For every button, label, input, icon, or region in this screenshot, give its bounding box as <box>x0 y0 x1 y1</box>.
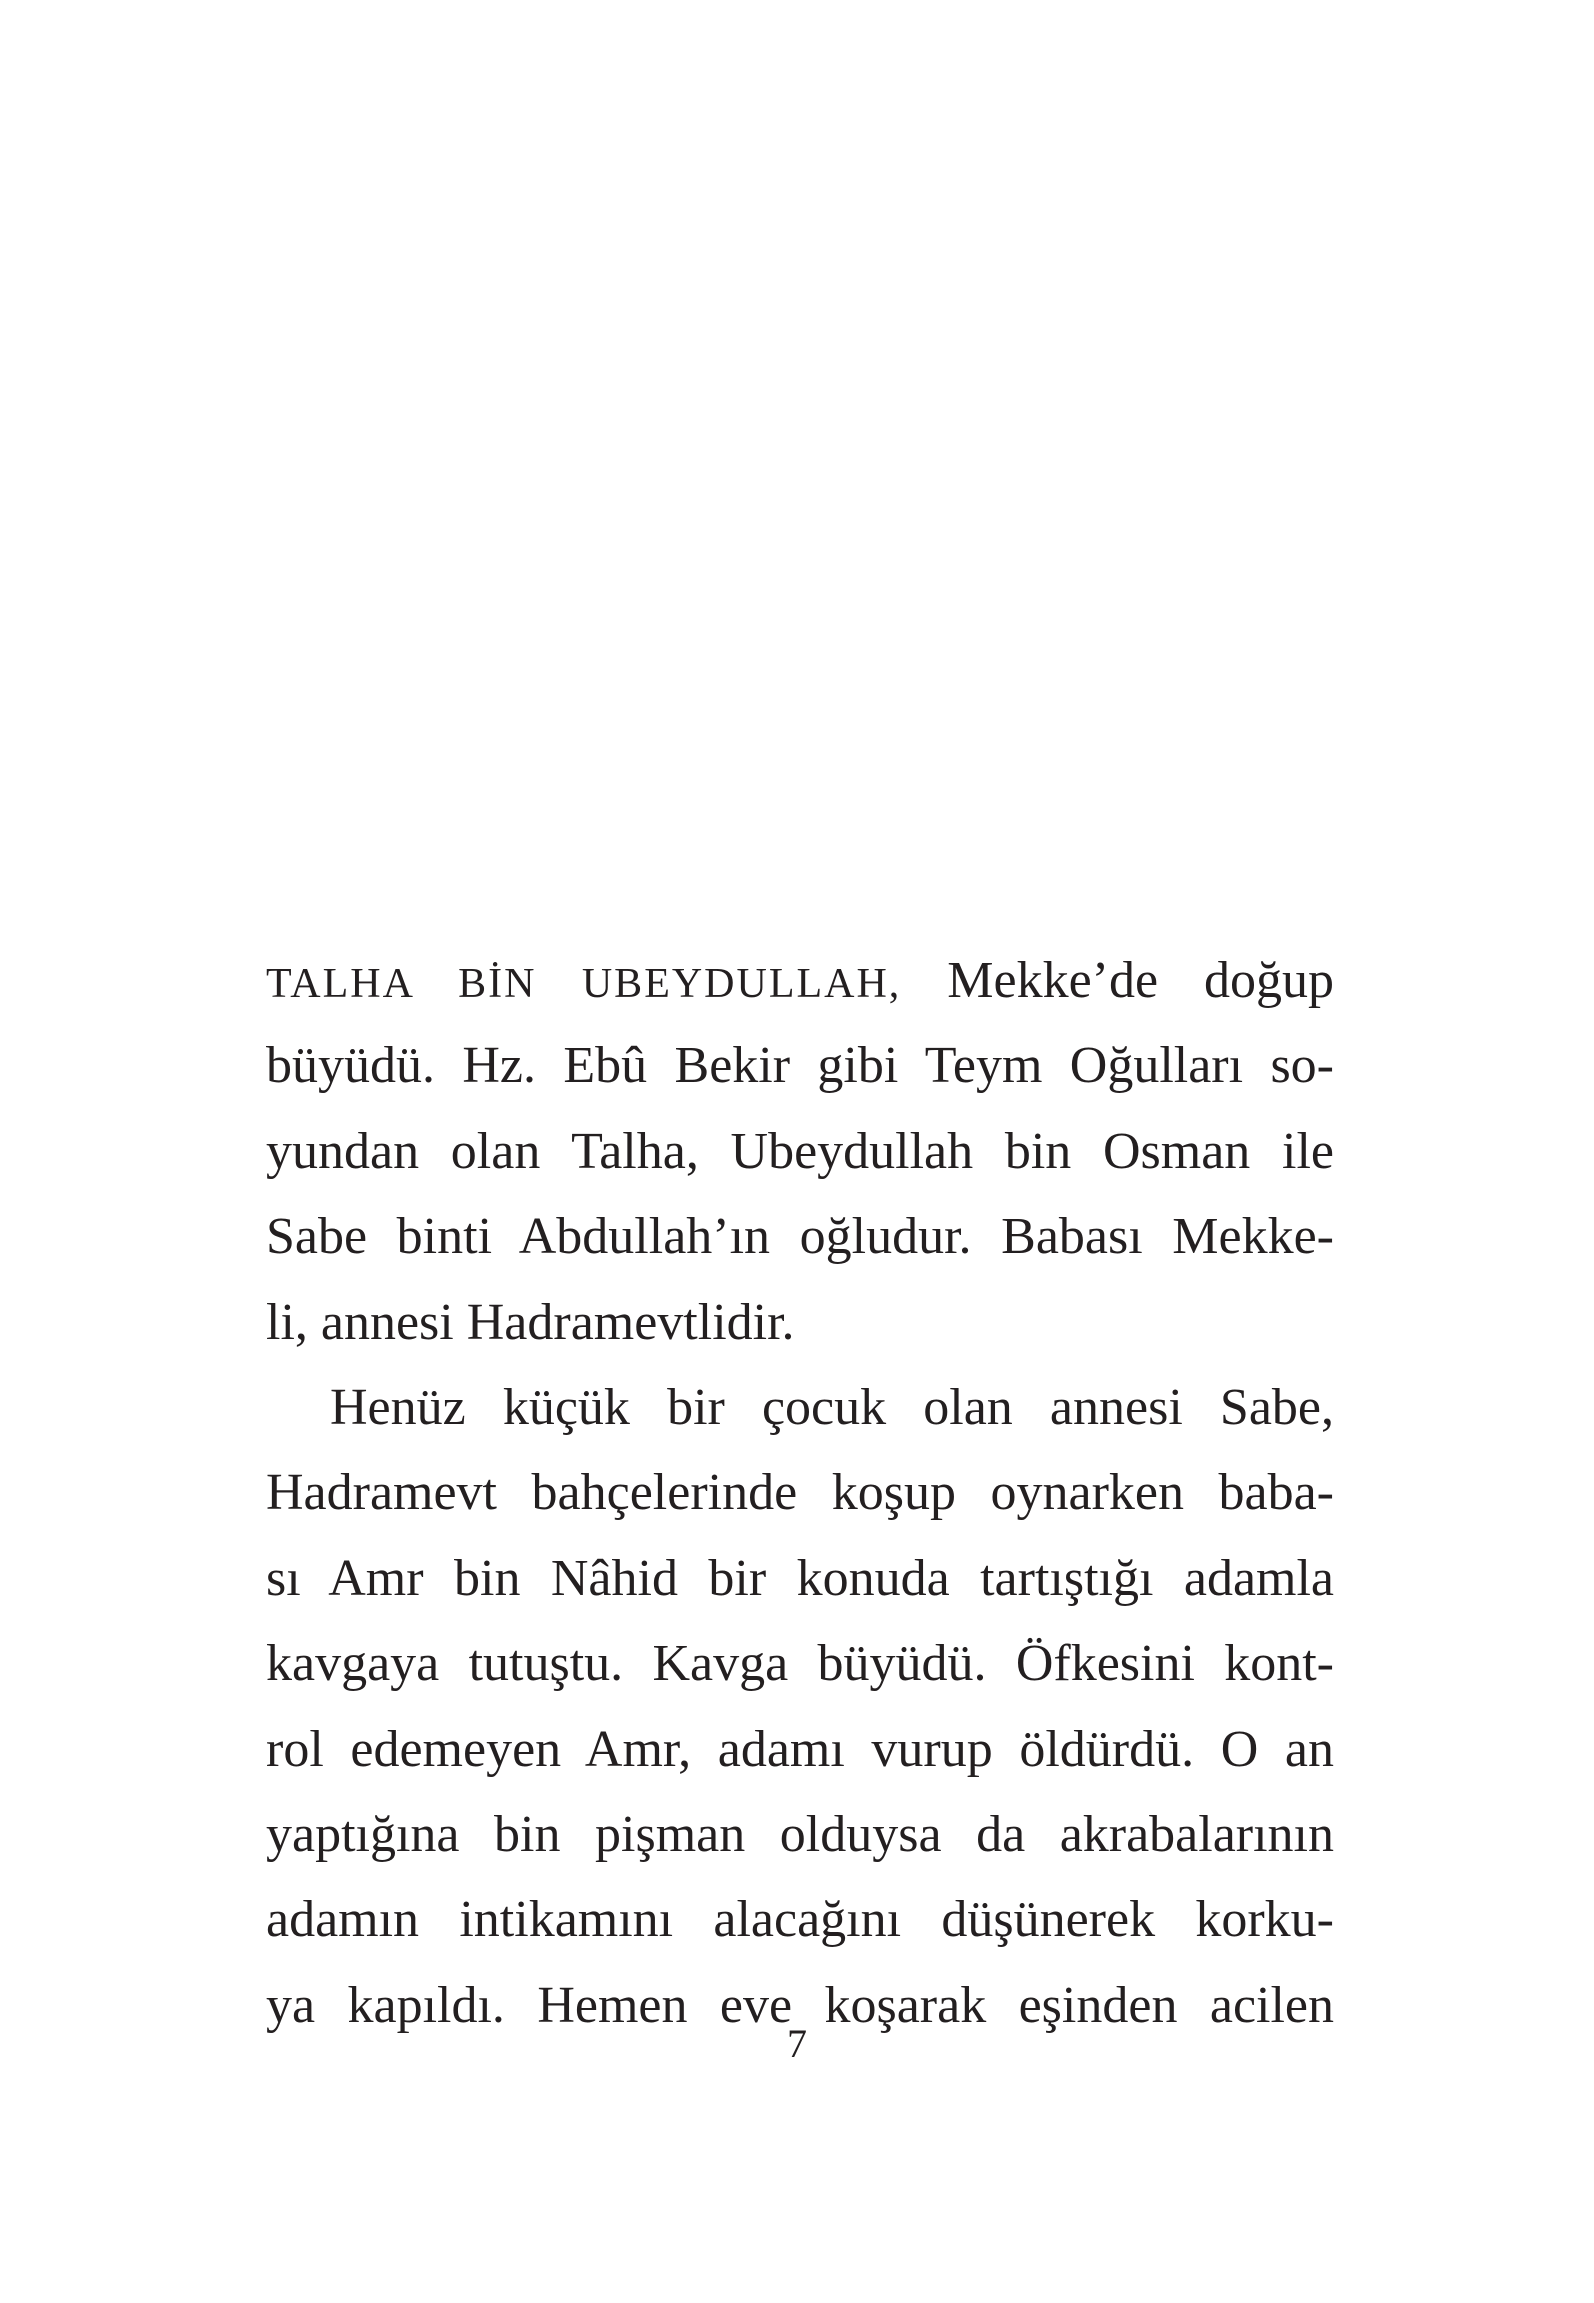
paragraph-1-line-4: Sabe binti Abdullah’ın oğludur. Babası Mekke- <box>266 1208 1334 1266</box>
paragraph-2-line-6: yaptığına bin pişman olduysa da akrabalarının <box>266 1805 1334 1863</box>
paragraph-1-line-1 <box>266 938 1334 1023</box>
paragraph-2-line-4: kavgaya tutuştu. Kavga büyüdü. Öfkesini kont- <box>266 1635 1334 1693</box>
paragraph-2-line-1: Henüz küçük bir çocuk olan annesi Sabe, <box>330 1378 1334 1436</box>
paragraph-2-line-7: adamın intikamını alacağını düşünerek korku- <box>266 1891 1334 1949</box>
chapter-opening-name: TALHA BİN UBEYDULLAH, <box>266 961 902 1007</box>
paragraph-1-line-2: büyüdü. Hz. Ebû Bekir gibi Teym Oğulları so- <box>266 1037 1334 1095</box>
paragraph-2-line-3: sı Amr bin Nâhid bir konuda tartıştığı adamla <box>266 1549 1334 1607</box>
page-number: 7 <box>787 2021 807 2066</box>
body-text <box>266 938 1334 2048</box>
paragraph-1-line-5: li, annesi Hadramevtlidir. <box>266 1293 795 1351</box>
paragraph-2-line-8: ya kapıldı. Hemen eve koşarak eşinden acilen <box>266 1976 1334 2034</box>
line-text: Mekke’de doğup <box>901 952 1334 1009</box>
paragraph-2-line-2: Hadramevt bahçelerinde koşup oynarken baba- <box>266 1464 1334 1522</box>
paragraph-1-line-3: yundan olan Talha, Ubeydullah bin Osman ile <box>266 1122 1334 1180</box>
paragraph-2-line-5: rol edemeyen Amr, adamı vurup öldürdü. O an <box>266 1720 1334 1778</box>
